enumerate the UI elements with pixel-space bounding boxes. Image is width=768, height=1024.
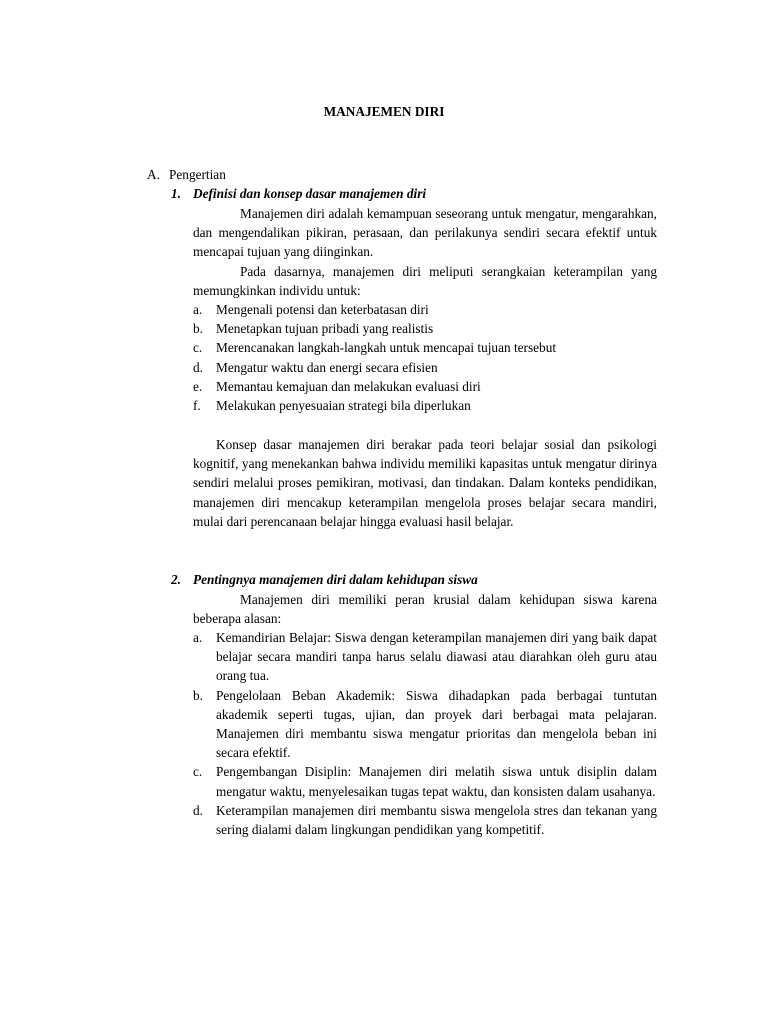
reasons-list bbox=[193, 628, 657, 839]
skills-list bbox=[193, 300, 657, 415]
paragraph-importance: Manajemen diri memiliki peran krusial dalam kehidupan siswa karena beberapa alasan: bbox=[193, 592, 657, 627]
subsection-2-title: Pentingnya manajemen diri dalam kehidupan siswa bbox=[193, 572, 478, 587]
document-title: MANAJEMEN DIRI bbox=[323, 104, 445, 119]
list-item: a. Mengenali potensi dan keterbatasan diri bbox=[193, 302, 429, 317]
subsection-1-heading bbox=[171, 184, 671, 203]
list-item: c. Pengembangan Disiplin: Manajemen diri melatih siswa untuk disiplin dalam mengatur waktu, menyelesaikan tugas tepat waktu, dan konsisten dalam usahanya. bbox=[193, 764, 657, 799]
section-a-label: A. bbox=[147, 167, 160, 182]
list-item: f. Melakukan penyesuaian strategi bila diperlukan bbox=[193, 398, 471, 414]
section-a-heading bbox=[147, 165, 667, 184]
subsection-2-heading bbox=[171, 570, 671, 589]
subsection-1-title: Definisi dan konsep dasar manajemen diri bbox=[193, 186, 427, 201]
paragraph-concept: Konsep dasar manajemen diri berakar pada teori belajar sosial dan psikologi kognitif, yang menekankan bahwa individu memiliki kapasitas untuk mengatur dirinya sendiri melalui proses pemikiran, motivasi, dan tindakan. Dalam konteks pendidikan, manajemen diri mencakup keterampilan mengelola proses belajar secara mandiri, mulai dari perencanaan belajar hingga evaluasi hasil belajar. bbox=[193, 437, 657, 529]
paragraph-intro-list: Pada dasarnya, manajemen diri meliputi serangkaian keterampilan yang memungkinkan individu untuk: bbox=[193, 264, 657, 299]
subsection-2-number: 2. bbox=[171, 572, 181, 587]
list-item: b. Pengelolaan Beban Akademik: Siswa dihadapkan pada berbagai tuntutan akademik seperti tugas, ujian, dan proyek dari berbagai mata pelajaran. Manajemen diri membantu siswa mengatur prioritas dan mengelola beban ini secara efektif. bbox=[193, 687, 657, 761]
list-item: c. Merencanakan langkah-langkah untuk mencapai tujuan tersebut bbox=[193, 340, 557, 356]
list-item: d. Mengatur waktu dan energi secara efisien bbox=[193, 359, 438, 375]
subsection-1-number: 1. bbox=[171, 186, 181, 201]
section-a-title: Pengertian bbox=[169, 167, 226, 182]
list-item: e. Memantau kemajuan dan melakukan evaluasi diri bbox=[193, 378, 481, 394]
list-item: b. Menetapkan tujuan pribadi yang realistis bbox=[193, 321, 434, 337]
list-item: a. Kemandirian Belajar: Siswa dengan keterampilan manajemen diri yang baik dapat belajar secara mandiri tanpa harus selalu diawasi atau diarahkan oleh guru atau orang tua. bbox=[193, 630, 657, 684]
list-item: d. Keterampilan manajemen diri membantu siswa mengelola stres dan tekanan yang sering dialami dalam lingkungan pendidikan yang kompetitif. bbox=[193, 802, 657, 838]
paragraph-definition: Manajemen diri adalah kemampuan seseorang untuk mengatur, mengarahkan, dan mengendalikan pikiran, perasaan, dan perilakunya sendiri secara efektif untuk mencapai tujuan yang diinginkan. bbox=[193, 206, 657, 260]
